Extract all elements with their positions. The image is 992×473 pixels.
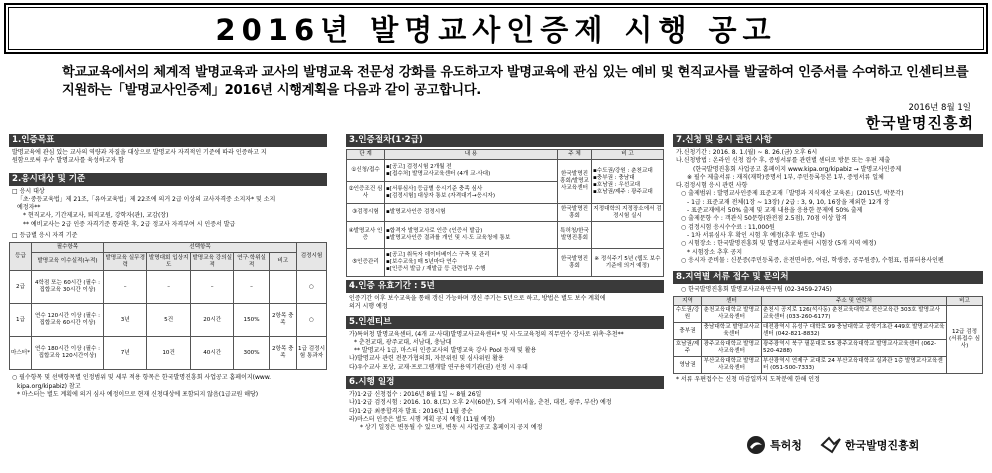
table-cell: ▪[서류심사] 등급별 응시기준 충족 심사 ▪[검정시험] 대상자 통보 (자격대기→응시자) bbox=[385, 182, 558, 204]
table-cell: 한국발명진흥회 bbox=[558, 249, 592, 277]
table-cell: 광주광역시 북구 필문대로 55 광주교육대학교 발명교사교육센터 (062-520-4288) bbox=[762, 340, 947, 357]
table-row bbox=[674, 340, 983, 357]
schedule-line: 나)1·2급 검정시험 : 2016. 10. 8.(토) 오후 2시(60분), 5개 지역(서울, 춘천, 대전, 광주, 부산) 예정 bbox=[349, 399, 612, 407]
table-row bbox=[674, 306, 983, 323]
footer-logos bbox=[746, 428, 986, 462]
page-title: 2016년 발명교사인증제 시행 공고 bbox=[215, 13, 777, 47]
contact-footnote: * 서류 우편접수는 신청 마감일까지 도착분에 한해 인정 bbox=[676, 376, 820, 384]
table-cell: 150% bbox=[234, 304, 269, 337]
table-cell: 40시간 bbox=[190, 337, 234, 370]
table-row bbox=[10, 337, 327, 370]
table-cell: – bbox=[234, 271, 269, 304]
incentive-line: 다)우수교사 포상, 교재·프로그램개발 연구용역기관(권) 선정 시 우대 bbox=[349, 363, 528, 371]
contact-line: ○ 한국발명진흥회 발명교사교육연구팀 (02-3459-2745) bbox=[681, 286, 832, 294]
table-row bbox=[347, 249, 664, 277]
table-cell: 12급 검정 (서류접수 심사) bbox=[947, 306, 983, 374]
table-cell: ③검정시험 bbox=[347, 204, 385, 222]
table-cell: 20시간 bbox=[190, 304, 234, 337]
table-cell: 300% bbox=[234, 337, 269, 370]
column-right bbox=[673, 134, 983, 385]
col-required: 필수항목 bbox=[32, 243, 104, 253]
kipo-logo-icon bbox=[746, 435, 766, 455]
application-line: ○ 시험장소 : 한국발명진흥회 및 발명교사교육센터 시험장 (5개 지역 예정) bbox=[681, 240, 877, 248]
table-cell: 한국발명진흥회 bbox=[558, 204, 592, 222]
col-content: 내 용 bbox=[385, 150, 558, 160]
table-cell: 연수 120시간 이상 (필수 : 집합교육 60시간 이상) bbox=[32, 304, 104, 337]
col-edu: 발명교육 이수실적(누적) bbox=[32, 253, 104, 271]
column-left bbox=[9, 134, 327, 399]
application-line: ○ 출제문항 수 : 객관식 50문항(완전점 2.5점), 70점 이상 합격 bbox=[681, 215, 847, 223]
table-cell: – bbox=[147, 271, 191, 304]
table-cell: ▪[공고] 검정시험 2개월 전 ▪[접수처] 발명교사교육센터 (4개 교·사대) bbox=[385, 160, 558, 182]
table-cell: ⑤인증관리 bbox=[347, 249, 385, 277]
grade-criteria-table bbox=[9, 242, 327, 370]
eligibility-note: * 현직교사, 기간제교사, 퇴직교원, 강학자(관), 교감(장) bbox=[23, 212, 169, 220]
col-remark: 비고 bbox=[947, 297, 983, 306]
col-note: 비고 bbox=[269, 253, 296, 271]
application-line: - 1급 : 표준교재 전체(1장 ~ 13장) / 2급 : 3, 9, 10, 16장을 제외한 12개 장 bbox=[687, 198, 890, 206]
table-cell: ▪[공고] 취득자 데이터베이스 구축 및 관리 ▪[보수교육] 매 5년마다 연수 ▪[인증서 발급 / 재발급 등 관련업무 수행 bbox=[385, 249, 558, 277]
section-procedure-heading: 3.인증절차(1·2급) bbox=[346, 134, 664, 147]
table-cell: 3년 bbox=[104, 304, 147, 337]
issuing-org: 한국발명진흥회 bbox=[865, 114, 974, 132]
table-cell: 호남권/제주 bbox=[674, 340, 702, 357]
table-cell: 부산광역시 연제구 교대로 24 부산교육대학교 실과관 1층 발명교사교육센터 (051-500-7333) bbox=[762, 357, 947, 374]
column-middle bbox=[346, 134, 664, 433]
table-row bbox=[347, 222, 664, 249]
col-remark: 비 고 bbox=[592, 150, 664, 160]
eligibility-subhead: □ 응시 대상 bbox=[12, 187, 45, 195]
procedure-table bbox=[346, 149, 664, 277]
table-cell: 대전광역시 유성구 대학로 99 충남대학교 공학기초관 449호 발명교사교육센터 (042-821-8832) bbox=[762, 323, 947, 340]
notice-date: 2016년 8월 1일 bbox=[908, 103, 971, 113]
table-cell: 1급 bbox=[10, 304, 32, 337]
schedule-line: * 상기 일정은 변동될 수 있으며, 변동 시 사업공고 홈페이지 공지 예정 bbox=[360, 424, 543, 432]
table-cell: ▪발명교사인증 검정시험 bbox=[385, 204, 558, 222]
validity-line: 인증기간 이후 보수교육을 통해 갱신 가능하며 갱신 주기는 5년으로 하고, 방법은 별도 보수 계획에 bbox=[349, 295, 606, 302]
col-optional: 선택항목 bbox=[104, 243, 297, 253]
goal-line: 원함으로써 우수 발명교사를 육성하고자 함 bbox=[12, 157, 124, 165]
table-cell: 마스터* bbox=[10, 337, 32, 370]
eligibility-note: ** 예비교사는 2급 인증 자격기준 통과한 후, 2급 정교사 자격부여 시 인증서 발급 bbox=[23, 220, 236, 228]
section-validity-heading: 4.인증 유효기간 : 5년 bbox=[346, 280, 664, 293]
table-cell: 충남대학교 발명교사교육센터 bbox=[702, 323, 762, 340]
table-cell: 1급 검정시험 통과자 bbox=[297, 337, 327, 370]
application-line: 가.신청기간 : 2016. 8. 1.(월) ~ 8. 26.(금) 오후 6시 bbox=[676, 149, 818, 156]
col-lecture: 발명교육 강의실적 bbox=[190, 253, 234, 271]
application-line: (한국발명진흥회 사업공고 홈페이지 www.kipa.org/kipabiz → 발명교사인증제 bbox=[693, 165, 902, 173]
table-cell bbox=[592, 222, 664, 249]
table-cell: ②인증조건 심 사 bbox=[347, 182, 385, 204]
table-cell: 지정대학의 지정장소에서 검정시험 실시 bbox=[592, 204, 664, 222]
application-line: 다.검정시험 응시 관련 사항 bbox=[676, 182, 748, 190]
eligibility-line: 「초·중등교육법」제 21조,「유아교육법」제 22조에 의거 2급 이상의 교사자격증 소지자* 및 소지 bbox=[17, 195, 276, 203]
col-center: 센터 bbox=[702, 297, 762, 306]
table-cell: ▪합격자 발명교사로 인증 (인증서 발급) ▪발명교사인증 결과를 개인 및 시·도 교육청에 통보 bbox=[385, 222, 558, 249]
col-practice: 발명교육 실무경력 bbox=[104, 253, 147, 271]
schedule-line: 라)마스터 인증은 별도 시행 계획 공지 예정 (11월 예정) bbox=[349, 415, 495, 423]
application-line: ○ 응시자 준비물 : 신분증(주민등록증, 운전면허증, 여권, 학생증, 공무원증), 수험표, 컴퓨터용사인펜 bbox=[681, 256, 944, 264]
table-cell: – bbox=[104, 271, 147, 304]
table-cell: ※ 정식주기 5년 (웹도 보수기준에 의거 예정) bbox=[592, 249, 664, 277]
kipa-logo-text: 한국발명진흥회 bbox=[844, 439, 920, 452]
incentive-line: 가)특허청 발명교육센터, (4개 교·사대)발명교사교육센터* 및 시·도교육청의 직무연수 강사로 위촉·추천** bbox=[349, 330, 624, 338]
intro-text: 학교교육에서의 체계적 발명교육과 교사의 발명교육 전문성 강화를 유도하고자 발명교육에 관심 있는 예비 및 현직교사를 발굴하여 인증서를 수여하고 인센티브를 지원하는「발명교사인증제」2016년 시행계획을 다음과 같이 공고합니다. bbox=[62, 65, 969, 98]
table-row bbox=[347, 160, 664, 182]
table-row bbox=[10, 271, 327, 304]
table-cell: 2항목 충족 bbox=[269, 337, 296, 370]
application-line: ※ 필수 제출서류 : 재직(재학)증명서 1부, 주민등록등본 1부, 증빙서류 일체 bbox=[687, 173, 884, 181]
col-address: 주소 및 연락처 bbox=[762, 297, 947, 306]
col-grade: 등급 bbox=[10, 243, 32, 271]
table-cell: 10건 bbox=[147, 337, 191, 370]
table-cell: 춘천교육대학교 발명교사교육센터 bbox=[702, 306, 762, 323]
incentive-line: ** 발명교사 1급, 마스터 인증교사의 발명교육 강사 Pool 등재 및 활용 bbox=[354, 347, 537, 355]
title-banner bbox=[4, 3, 988, 54]
table-cell: 부산교육대학교 발명교사교육센터 bbox=[702, 357, 762, 374]
table-cell: 2급 bbox=[10, 271, 32, 304]
col-agent: 주 체 bbox=[558, 150, 592, 160]
schedule-line: 다)1·2급 최종합격자 발표 : 2016년 11월 중순 bbox=[349, 407, 473, 415]
section-goal-heading: 1.인증목표 bbox=[9, 134, 327, 147]
table-note: ○ 필수항목 및 선택항목별 인정범위 및 세부 적용 항목은 한국발명진흥회 사업공고 홈페이지(www. bbox=[12, 374, 272, 382]
table-cell: 5건 bbox=[147, 304, 191, 337]
table-cell: – bbox=[190, 271, 234, 304]
eligibility-line: 예정자** bbox=[17, 204, 41, 212]
table-row bbox=[10, 304, 327, 337]
table-row bbox=[674, 323, 983, 340]
table-cell: ①신청/접수 bbox=[347, 160, 385, 182]
table-cell: 연수 180시간 이상 (필수 : 집합교육 120시간이상) bbox=[32, 337, 104, 370]
section-incentive-heading: 5.인센티브 bbox=[346, 316, 664, 329]
table-row bbox=[347, 204, 664, 222]
application-line: ○ 검정시험 응시수수료 : 11,000원 bbox=[681, 223, 775, 231]
kipo-logo-text: 특허청 bbox=[770, 439, 802, 452]
table-cell: ○ bbox=[297, 304, 327, 337]
col-competition: 발명대회 입상지도 bbox=[147, 253, 191, 271]
grade-criteria-subhead: □ 등급별 응시 자격 기준 bbox=[12, 232, 78, 240]
table-cell: ▪수도권/강원 : 춘천교대 ▪충부권 : 충남대 ▪호남권 : 우선교대 ▪호남권/제주 : 광주교대 bbox=[592, 160, 664, 204]
application-line: * 시험장소 추후 공지 bbox=[687, 248, 743, 256]
section-eligibility-heading: 2.응시대상 및 기준 bbox=[9, 173, 327, 186]
contact-table bbox=[673, 296, 983, 374]
table-cell: 한국발명진흥회/발명교사교육센터 bbox=[558, 160, 592, 204]
table-cell: 광주교육대학교 발명교사교육센터 bbox=[702, 340, 762, 357]
table-cell: 특허청/한국발명진흥회 bbox=[558, 222, 592, 249]
application-line: ○ 출제범위 : 발명교사인증제 표준교재「발명과 지식재산 교육론」(2015년, 박문각) bbox=[681, 190, 904, 198]
goal-line: 발명교육에 관심 있는 교사의 역량과 자질을 대상으로 발명교사 자격적인 기준에 따라 인증하고 지 bbox=[12, 149, 267, 156]
kipa-logo-icon bbox=[820, 436, 842, 454]
table-cell: 수도권/강원 bbox=[674, 306, 702, 323]
schedule-line: 가)1·2급 신청접수 : 2016년 8월 1일 ~ 8월 26일 bbox=[349, 391, 482, 399]
application-line: - 1차 서류심사 후 확인 시험 후 예정(추후 별도 안내) bbox=[687, 231, 825, 239]
application-line: - 표준교재에서 50% 출제 및 교재 내용을 응용한 문제에 50% 출제 bbox=[687, 207, 863, 215]
table-cell: ○ bbox=[297, 271, 327, 304]
table-cell: 춘천시 공지로 126(석사동) 춘천교육대학교 전산교육관 303호 발명교사교육센터 (033-260-6177) bbox=[762, 306, 947, 323]
application-line: 나.신청방법 : 온라인 신청 접수 후, 증빙서류를 관련별 센터로 방문 또는 우편 제출 bbox=[676, 157, 891, 165]
table-cell: 4학점 또는 60시간 (필수 : 집합교육 30시간 이상) bbox=[32, 271, 104, 304]
col-region: 지역 bbox=[674, 297, 702, 306]
incentive-line: 나)발명교사 관련 전문가협의회, 자문위원 및 심사위원 활용 bbox=[349, 355, 504, 363]
table-cell bbox=[269, 271, 296, 304]
section-schedule-heading: 6.시행 일정 bbox=[346, 376, 664, 389]
table-cell: ④발명교사 인 증 bbox=[347, 222, 385, 249]
table-note: * 마스터는 별도 계획에 의거 심사 예정이므로 현재 신청대상에 포함되지 않음(1급교원 해당) bbox=[17, 390, 259, 398]
table-cell: 2항목 충족 bbox=[269, 304, 296, 337]
section-contact-heading: 8.지역별 서류 접수 및 문의처 bbox=[673, 271, 983, 284]
table-row bbox=[674, 357, 983, 374]
validity-line: 의거 시행 예정 bbox=[349, 303, 388, 311]
table-cell: 영남권 bbox=[674, 357, 702, 374]
col-step: 단 계 bbox=[347, 150, 385, 160]
col-exam: 검정시험 bbox=[297, 243, 327, 271]
col-research: 연구·학위실적 bbox=[234, 253, 269, 271]
incentive-line: * 춘천교대, 광주교대, 서남대, 충남대 bbox=[354, 338, 452, 346]
table-cell: 충부권 bbox=[674, 323, 702, 340]
table-cell: 7년 bbox=[104, 337, 147, 370]
table-note: kipa.org/kipabiz) 참고 bbox=[17, 382, 81, 390]
section-application-heading: 7.신청 및 응시 관련 사항 bbox=[673, 134, 983, 147]
